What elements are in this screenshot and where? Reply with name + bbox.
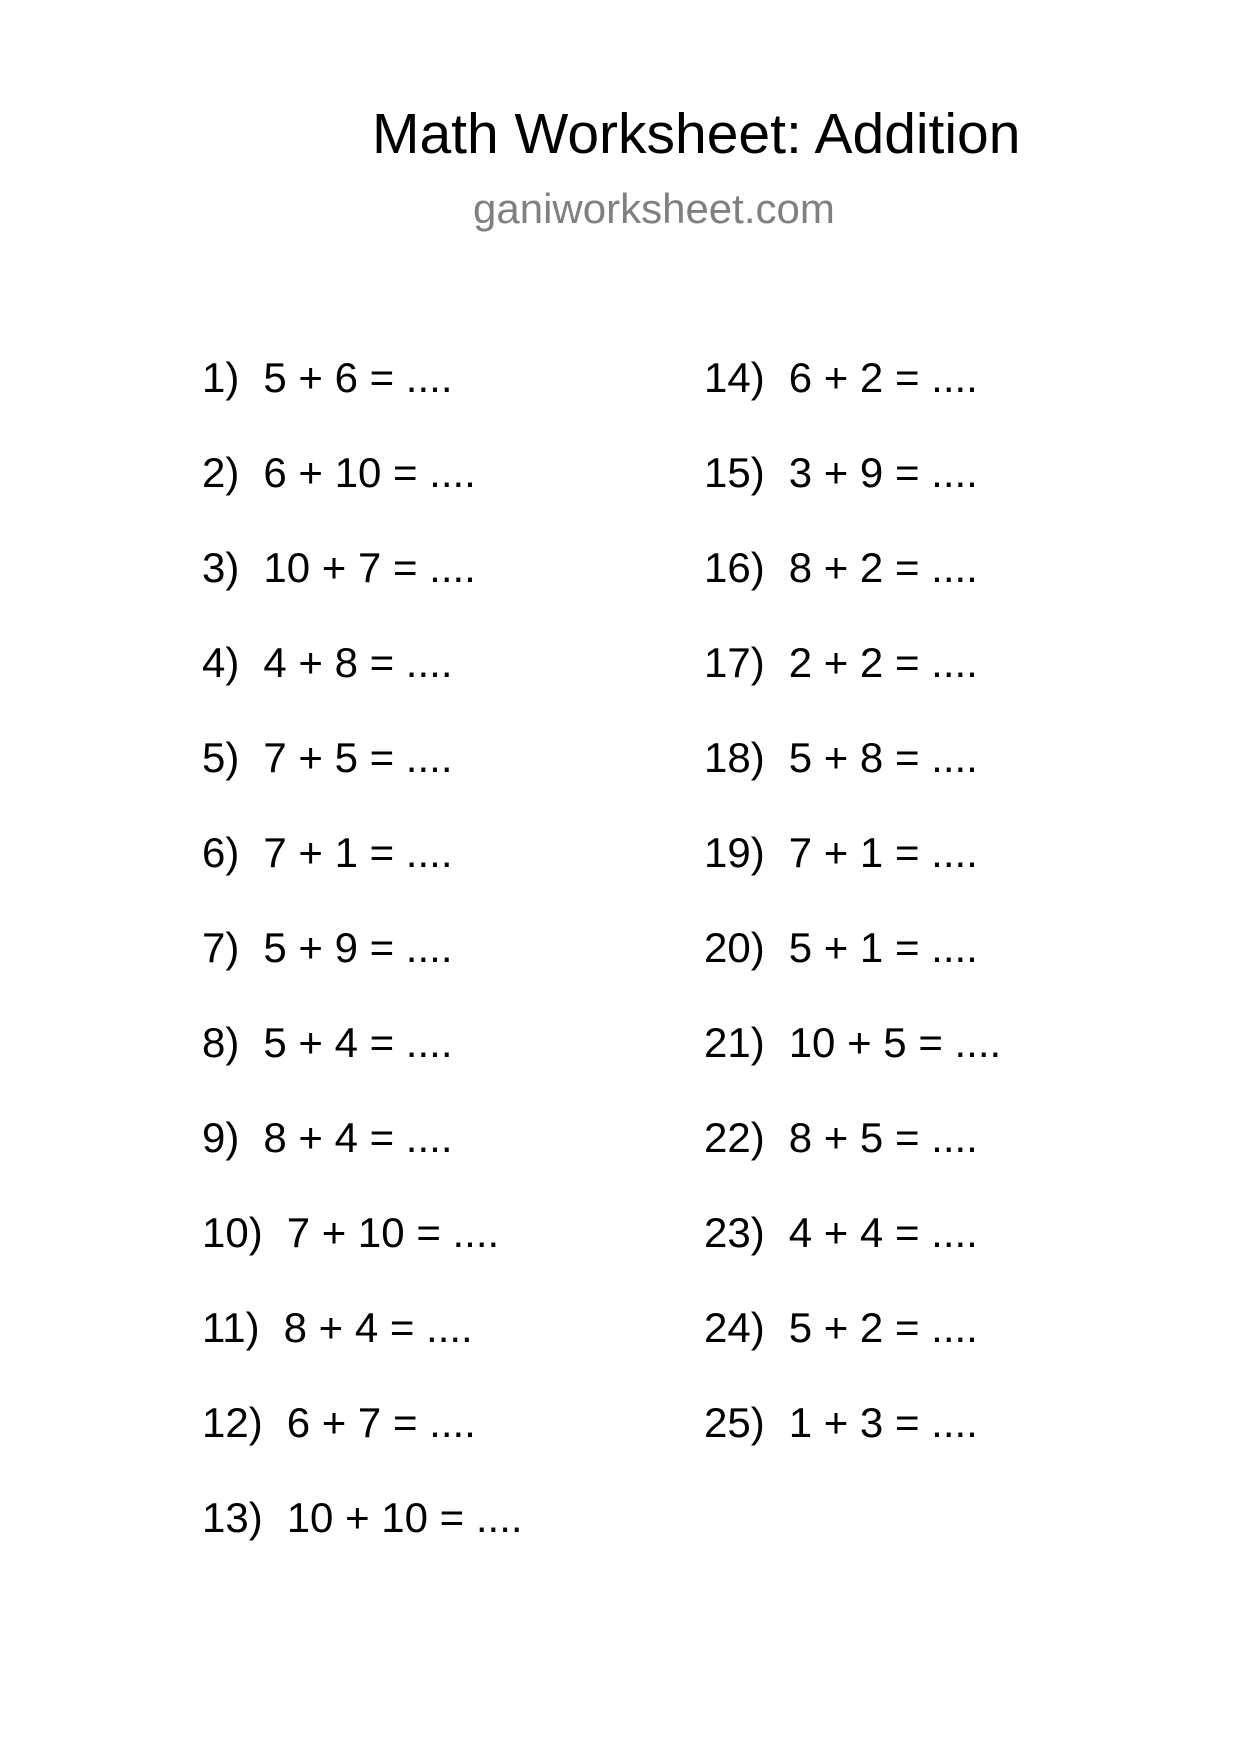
problem-number: 3): [202, 544, 240, 591]
problem-item: [202, 1298, 523, 1393]
problem-number: 25): [704, 1399, 765, 1446]
problem-number: 6): [202, 829, 240, 876]
problem-item: [202, 1203, 523, 1298]
problem-expression: 3 + 9 = ....: [788, 449, 978, 496]
problem-expression: 7 + 1 = ....: [263, 829, 453, 876]
problem-expression: 6 + 10 = ....: [263, 449, 476, 496]
problem-number: 2): [202, 449, 240, 496]
problem-item: [202, 1013, 523, 1108]
problem-expression: 5 + 2 = ....: [788, 1304, 978, 1351]
problem-number: 22): [704, 1114, 765, 1161]
problem-expression: 10 + 7 = ....: [263, 544, 476, 591]
problem-number: 11): [202, 1304, 260, 1351]
problem-number: 24): [704, 1304, 765, 1351]
problem-item: [704, 443, 1001, 538]
problem-expression: 2 + 2 = ....: [788, 639, 978, 686]
problem-number: 10): [202, 1209, 263, 1256]
problem-number: 4): [202, 639, 240, 686]
problem-expression: 5 + 6 = ....: [263, 354, 453, 401]
problem-item: [202, 918, 523, 1013]
problem-item: [202, 633, 523, 728]
problem-expression: 4 + 4 = ....: [788, 1209, 978, 1256]
problem-item: [704, 823, 1001, 918]
problem-item: [704, 1108, 1001, 1203]
problem-item: [704, 1013, 1001, 1108]
problem-item: [704, 538, 1001, 633]
problem-expression: 6 + 2 = ....: [788, 354, 978, 401]
problem-number: 23): [704, 1209, 765, 1256]
problem-item: [202, 823, 523, 918]
problem-item: [202, 443, 523, 538]
problem-expression: 8 + 4 = ....: [283, 1304, 473, 1351]
problem-number: 5): [202, 734, 240, 781]
problem-item: [202, 1108, 523, 1203]
problem-number: 18): [704, 734, 765, 781]
problem-number: 1): [202, 354, 240, 401]
problem-expression: 5 + 8 = ....: [788, 734, 978, 781]
problem-number: 13): [202, 1494, 263, 1541]
problem-item: [704, 1298, 1001, 1393]
problem-expression: 10 + 5 = ....: [788, 1019, 1002, 1066]
problem-number: 9): [202, 1114, 240, 1161]
problem-item: [704, 918, 1001, 1013]
problem-number: 8): [202, 1019, 240, 1066]
problem-number: 21): [704, 1019, 765, 1066]
problem-expression: 8 + 4 = ....: [263, 1114, 453, 1161]
problem-item: [704, 1393, 1001, 1488]
problem-list-right: [704, 348, 1001, 1488]
problem-expression: 5 + 1 = ....: [788, 924, 978, 971]
problem-expression: 5 + 9 = ....: [263, 924, 453, 971]
problem-expression: 4 + 8 = ....: [263, 639, 453, 686]
page-subtitle: ganiworksheet.com: [473, 185, 835, 232]
problem-number: 7): [202, 924, 240, 971]
problem-expression: 10 + 10 = ....: [286, 1494, 523, 1541]
problem-number: 20): [704, 924, 765, 971]
problem-item: [202, 1393, 523, 1488]
problem-expression: 5 + 4 = ....: [263, 1019, 453, 1066]
problem-item: [202, 538, 523, 633]
problem-item: [202, 728, 523, 823]
problem-item: [202, 348, 523, 443]
problem-number: 15): [704, 449, 765, 496]
problem-item: [704, 348, 1001, 443]
problem-number: 14): [704, 354, 765, 401]
problem-number: 19): [704, 829, 765, 876]
problem-expression: 8 + 5 = ....: [788, 1114, 978, 1161]
problem-expression: 7 + 1 = ....: [788, 829, 978, 876]
problem-expression: 7 + 5 = ....: [263, 734, 453, 781]
page-title: Math Worksheet: Addition: [372, 102, 1021, 166]
problem-expression: 7 + 10 = ....: [286, 1209, 500, 1256]
problem-number: 12): [202, 1399, 263, 1446]
problem-list-left: [202, 348, 523, 1583]
problem-item: [704, 633, 1001, 728]
problem-item: [202, 1488, 523, 1583]
problem-number: 16): [704, 544, 765, 591]
problem-expression: 8 + 2 = ....: [788, 544, 978, 591]
problem-item: [704, 1203, 1001, 1298]
problem-item: [704, 728, 1001, 823]
problem-number: 17): [704, 639, 765, 686]
problem-expression: 1 + 3 = ....: [788, 1399, 978, 1446]
problem-expression: 6 + 7 = ....: [286, 1399, 476, 1446]
